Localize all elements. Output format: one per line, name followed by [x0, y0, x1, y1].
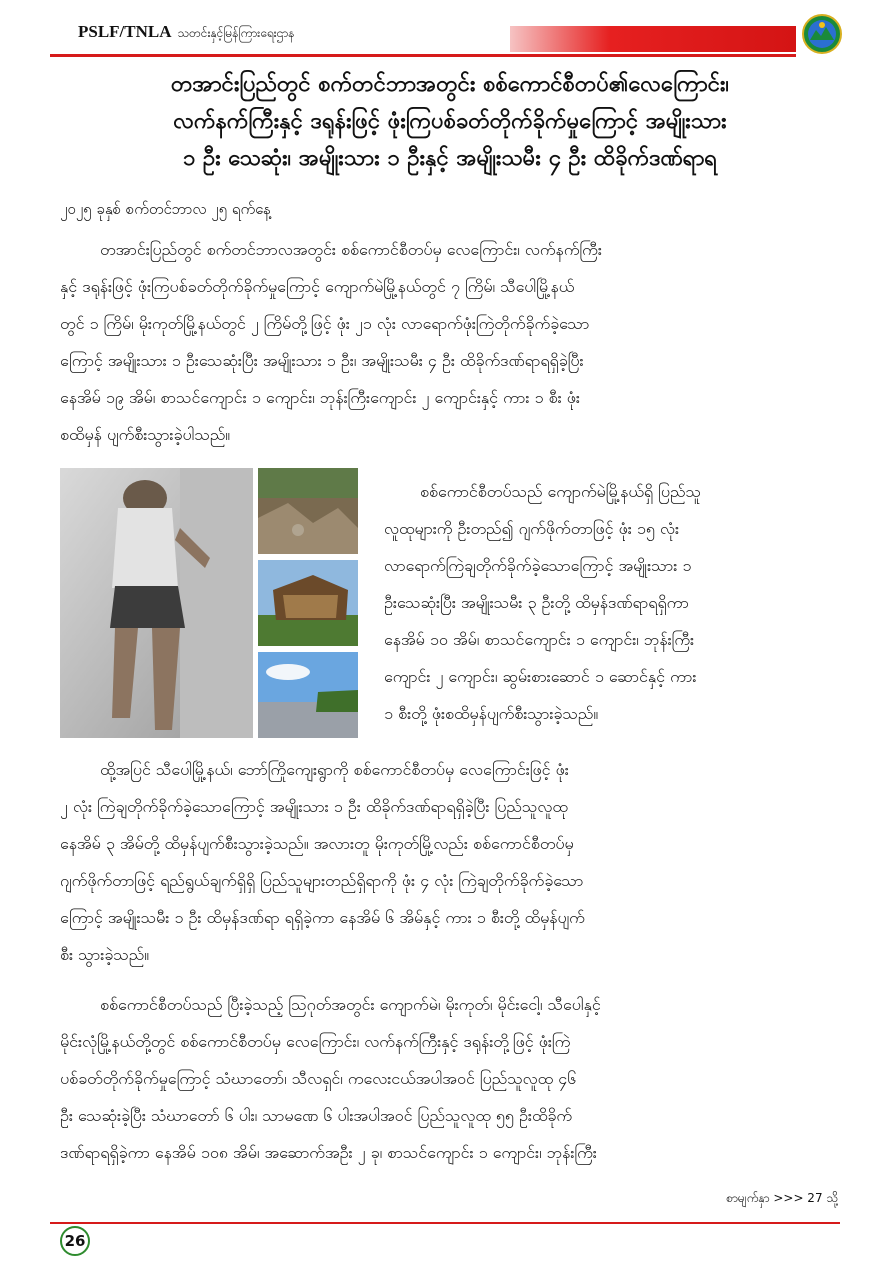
text-line: မိုင်းလုံမြို့နယ်တို့တွင် စစ်ကောင်စီတပ်မှ လေကြောင်း၊ လက်နက်ကြီးနှင့် ဒရုန်းတို့ဖြင့် ဖုံးကြဲ [60, 1032, 571, 1051]
text-line: နေအိမ် ၁၀ အိမ်၊ စာသင်ကျောင်း ၁ ကျောင်း၊ ဘုန်းကြီး [384, 630, 695, 649]
text-line: နေအိမ် ၃ အိမ်တို့ ထိမှန်ပျက်စီးသွားခဲ့သည်။ အလားတူ မိုးကုတ်မြို့လည်း စစ်ကောင်စီတပ်မှ [60, 834, 574, 853]
text-line: ဒဏ်ရာရရှိခဲ့ကာ နေအိမ် ၁၀၈ အိမ်၊ အဆောက်အဦး ၂ ခု၊ စာသင်ကျောင်း ၁ ကျောင်း၊ ဘုန်းကြီး [60, 1143, 597, 1162]
page-number: 26 [60, 1226, 90, 1256]
text-line: ဂျက်ဖိုက်တာဖြင့် ရည်ရွယ်ချက်ရှိရှိ ပြည်သူများတည်ရှိရာကို ဖုံး ၄ လုံး ကြဲချတိုက်ခိုက်ခဲ့သော [60, 871, 584, 890]
text-line: ကြောင့် အမျိုးသား ၁ ဦးသေဆုံးပြီး အမျိုးသား ၁ ဦး၊ အမျိုးသမီး ၄ ဦး ထိခိုက်ဒဏ်ရာရရှိခဲ့ပြီး [60, 351, 584, 370]
header-rule [50, 54, 796, 57]
text-line: ၁ စီးတို့ ဖုံးစထိမှန်ပျက်စီးသွားခဲ့သည်။ [384, 704, 599, 723]
photo-collage [60, 468, 358, 738]
paragraph-2 [384, 473, 840, 732]
damaged-village-photo [258, 652, 358, 738]
text-line: ဦးသေဆုံးပြီး အမျိုးသမီး ၃ ဦးတို့ ထိမှန်ဒဏ်ရာရရှိကာ [384, 593, 689, 612]
paragraph-3 [60, 751, 838, 973]
headline-line: ၁ ဦး သေဆုံး၊ အမျိုးသား ၁ ဦးနှင့် အမျိုးသမီး ၄ ဦး ထိခိုက်ဒဏ်ရာရ [182, 146, 718, 171]
text-line: နှင့် ဒရုန်းဖြင့် ဖုံးကြပစ်ခတ်တိုက်ခိုက်မှုကြောင့် ကျောက်မဲမြို့နယ်တွင် ၇ ကြိမ်၊ သီပေါမြို့နယ် [60, 277, 575, 296]
header-red-bar [510, 26, 796, 52]
text-line: လူထုများကို ဦးတည်၍ ဂျက်ဖိုက်တာဖြင့် ဖုံး ၁၅ လုံး [384, 519, 680, 538]
text-line: စထိမှန် ပျက်စီးသွားခဲ့ပါသည်။ [60, 425, 231, 444]
text-line: တွင် ၁ ကြိမ်၊ မိုးကုတ်မြို့နယ်တွင် ၂ ကြိမ်တို့ဖြင့် ဖုံး ၂၁ လုံး လာရောက်ဖုံးကြဲတိုက်ခိုက်ခဲ့သော [60, 314, 590, 333]
text-line: ထို့အပြင် သီပေါမြို့နယ်၊ ဘော်ကြိုကျေးရွာကို စစ်ကောင်စီတပ်မှ လေကြောင်းဖြင့် ဖုံး [100, 760, 569, 779]
injured-victim-photo [60, 468, 253, 738]
headline-line: လက်နက်ကြီးနှင့် ဒရုန်းဖြင့် ဖုံးကြပစ်ခတ်တိုက်ခိုက်မှုကြောင့် အမျိုးသား [173, 109, 727, 134]
text-line: လာရောက်ကြဲချတိုက်ခိုက်ခဲ့သောကြောင့် အမျိုးသား ၁ [384, 556, 692, 575]
text-line: စစ်ကောင်စီတပ်သည် ကျောက်မဲမြို့နယ်ရှိ ပြည်သူ [420, 482, 701, 501]
text-line: ကြောင့် အမျိုးသမီး ၁ ဦး ထိမှန်ဒဏ်ရာ ရရှိခဲ့ကာ နေအိမ် ၆ အိမ်နှင့် ကား ၁ စီးတို့ ထိမှန်ပျက် [60, 908, 585, 927]
text-line: စီး သွားခဲ့သည်။ [60, 945, 150, 964]
organization-logo-icon [802, 14, 842, 54]
rubble-photo [258, 468, 358, 554]
destroyed-house-photo [258, 560, 358, 646]
text-line: စစ်ကောင်စီတပ်သည် ပြီးခဲ့သည့် ဩဂုတ်အတွင်း ကျောက်မဲ၊ မိုးကုတ်၊ မိုင်းငေါ့၊ သီပေါနှင့် [100, 995, 601, 1014]
brand-name: PSLF/TNLA [78, 22, 172, 41]
text-line: တအာင်းပြည်တွင် စက်တင်ဘာလအတွင်း စစ်ကောင်စီတပ်မှ လေကြောင်း၊ လက်နက်ကြီး [100, 240, 602, 259]
headline-line: တအာင်းပြည်တွင် စက်တင်ဘာအတွင်း စစ်ကောင်စီတပ်၏လေကြောင်း၊ [171, 72, 729, 97]
brand-subtitle: သတင်းနှင့်မြန်ကြားရေးဌာန [177, 26, 295, 40]
text-line: ဦး သေဆုံးခဲ့ပြီး သံဃာတော် ၆ ပါး၊ သာမဏေ ၆ ပါးအပါအဝင် ပြည်သူလူထု ၅၅ ဦးထိခိုက် [60, 1106, 573, 1125]
text-line: နေအိမ် ၁၉ အိမ်၊ စာသင်ကျောင်း ၁ ကျောင်း၊ ဘုန်းကြီးကျောင်း ၂ ကျောင်းနှင့် ကား ၁ စီး ဖုံး [60, 388, 580, 407]
text-line: ပစ်ခတ်တိုက်ခိုက်မှုကြောင့် သံဃာတော်၊ သီလရှင်၊ ကလေးငယ်အပါအဝင် ပြည်သူလူထု ၄၆ [60, 1069, 577, 1088]
continued-on-page: စာမျက်နှာ >>> 27 သို့ [726, 1191, 838, 1205]
dateline: ၂၀၂၅ ခုနှစ် စက်တင်ဘာလ ၂၅ ရက်နေ့ [60, 200, 272, 218]
text-line: ကျောင်း ၂ ကျောင်း၊ ဆွမ်းစားဆောင် ၁ ဆောင်နှင့် ကား [384, 667, 697, 686]
paragraph-4 [60, 986, 838, 1171]
text-line: ၂ လုံး ကြဲချတိုက်ခိုက်ခဲ့သောကြောင့် အမျိုးသား ၁ ဦး ထိခိုက်ဒဏ်ရာရရှိခဲ့ပြီး ပြည်သူလူထု [60, 797, 568, 816]
footer-rule [50, 1222, 840, 1224]
publication-brand [78, 22, 294, 43]
article-headline [55, 66, 845, 177]
page-header [0, 0, 896, 62]
paragraph-1 [60, 231, 838, 453]
